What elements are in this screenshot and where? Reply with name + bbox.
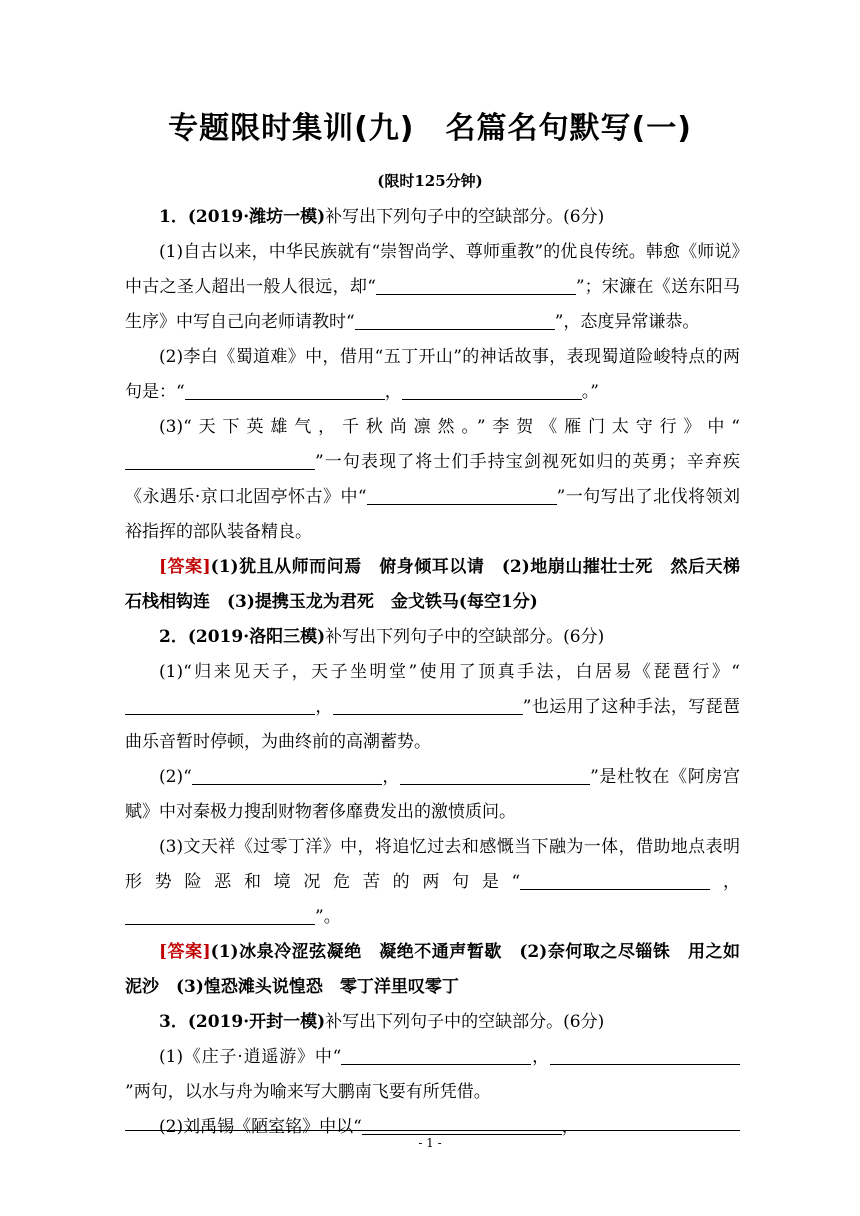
answer-blank[interactable] — [362, 1114, 562, 1135]
answer-blank[interactable] — [367, 484, 557, 505]
time-limit: (限时125分钟) — [377, 172, 483, 190]
question-3-part-2: (2)刘禹锡《陋室铭》中以“ ， — [125, 1110, 740, 1145]
question-1-heading: 1．(2019·潍坊一模)补写出下列句子中的空缺部分。(6分) — [159, 207, 605, 227]
question-1-part-2: (2)李白《蜀道难》中，借用“五丁开山”的神话故事，表现蜀道险峻特点的两句是：“ ， 。” — [125, 347, 740, 402]
answer-blank[interactable] — [550, 1044, 740, 1065]
question-2-part-1: (1)“归来见天子，天子坐明堂”使用了顶真手法，白居易《琵琶行》“， ”也运用了这种手法，写琵琶曲乐音暂时停顿，为曲终前的高潮蓄势。 — [125, 662, 740, 752]
answer-blank[interactable] — [192, 764, 382, 785]
question-2-heading: 2．(2019·洛阳三模)补写出下列句子中的空缺部分。(6分) — [159, 627, 605, 647]
answer-blank[interactable] — [400, 764, 590, 785]
question-1-part-1: (1)自古以来，中华民族就有“崇智尚学、尊师重教”的优良传统。韩愈《师说》中古之圣人超出一般人很远，却“ ”；宋濂在《送东阳马生序》中写自己向老师请教时“ ”，态度异常谦恭。 — [125, 242, 740, 332]
answer-label: [答案] — [159, 942, 211, 962]
answer-blank[interactable] — [125, 904, 315, 925]
question-1-part-3: (3)“天下英雄气，千秋尚凛然。”李贺《雁门太守行》中“”一句表现了将士们手持宝剑视死如归的英勇；辛弃疾《永遇乐·京口北固亭怀古》中“ ”一句写出了北伐将领刘裕指挥的部队装备精良。 — [125, 417, 740, 542]
question-2-part-3: (3)文天祥《过零丁洋》中，将追忆过去和感慨当下融为一体，借助地点表明形势险恶和境况危苦的两句是“ ，”。 — [125, 837, 741, 927]
footer-divider — [125, 1130, 740, 1131]
page-title: 专题限时集训(九) 名篇名句默写(一) — [168, 111, 692, 146]
question-2-answer: [答案](1)冰泉冷涩弦凝绝 凝绝不通声暂歇 (2)奈何取之尽锱铢 用之如泥沙 (3)惶恐滩头说惶恐 零丁洋里叹零丁 — [125, 942, 740, 997]
question-1-answer: [答案](1)犹且从师而问焉 俯身倾耳以请 (2)地崩山摧壮士死 然后天梯石栈相钩连 (3)提携玉龙为君死 金戈铁马(每空1分) — [125, 557, 740, 612]
answer-blank[interactable] — [333, 694, 523, 715]
question-3-part-1: (1)《庄子·逍遥游》中“ ，”两句，以水与舟为喻来写大鹏南飞要有所凭借。 — [125, 1040, 740, 1110]
answer-blank[interactable] — [125, 694, 315, 715]
page-number: - 1 - — [418, 1136, 442, 1150]
answer-label: [答案] — [159, 557, 211, 577]
answer-blank[interactable] — [125, 449, 315, 470]
answer-blank[interactable] — [402, 379, 582, 400]
answer-blank[interactable] — [355, 309, 555, 330]
question-2-part-2: (2)“ ， ”是杜牧在《阿房宫赋》中对秦极力搜刮财物奢侈靡费发出的激愤质问。 — [125, 760, 740, 830]
question-3-heading: 3．(2019·开封一模)补写出下列句子中的空缺部分。(6分) — [159, 1012, 605, 1032]
answer-blank[interactable] — [341, 1044, 531, 1065]
answer-blank[interactable] — [185, 379, 385, 400]
answer-blank[interactable] — [520, 869, 710, 890]
answer-blank[interactable] — [376, 274, 576, 295]
document-body — [125, 200, 740, 1145]
